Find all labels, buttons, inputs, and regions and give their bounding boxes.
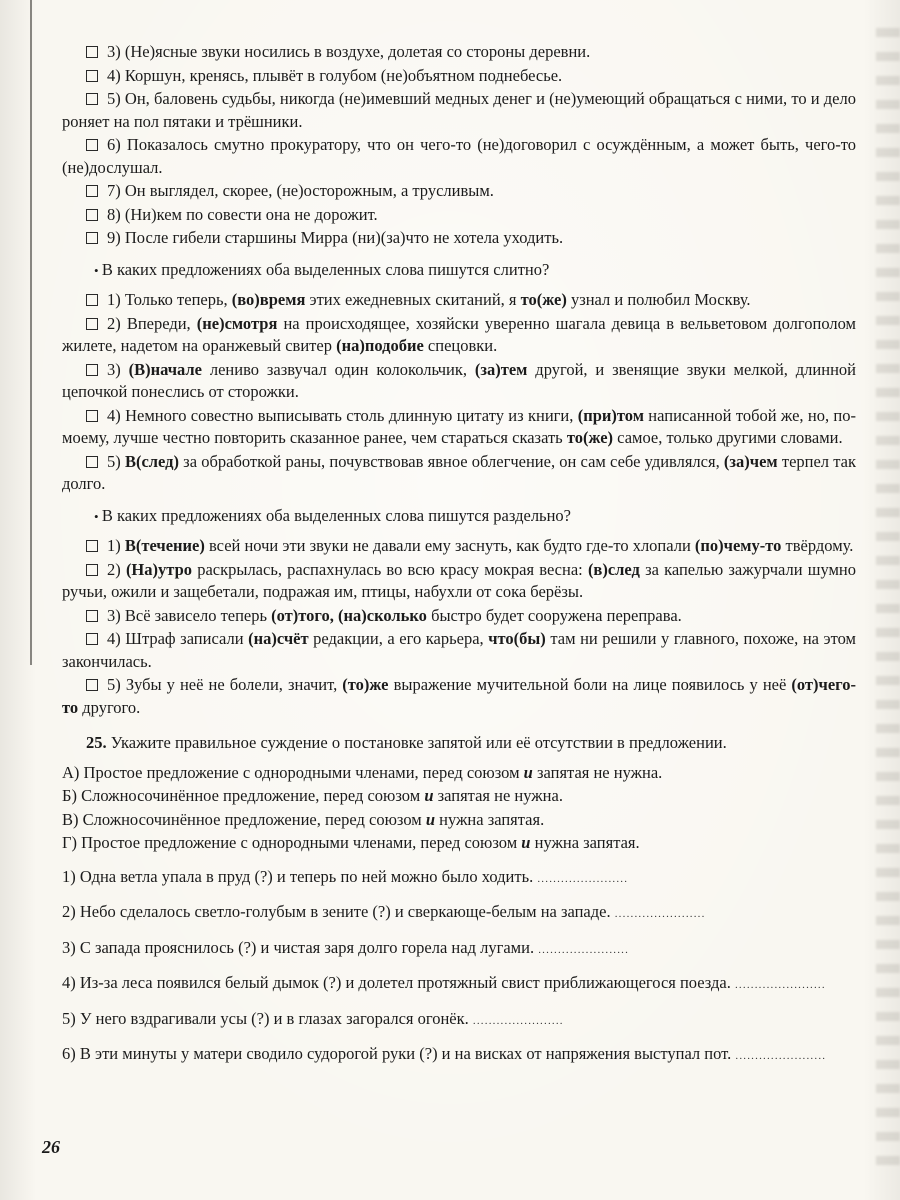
exercise-item [62,204,856,227]
text-segment: самое, только другими словами. [613,428,843,447]
exercise-item [62,405,856,450]
text-segment: 5) [107,451,125,471]
answer-blank[interactable]: ....................... [538,943,630,956]
exercise-item [62,359,856,404]
text-segment: нужна запятая. [435,809,545,829]
answer-checkbox[interactable] [86,46,98,58]
text-segment: (На)утро [125,559,192,579]
text-segment: там ни решили у главного, похоже, на этом закончилась. [62,629,856,671]
text-segment: на происходящее, хозяйски уверенно шагала девица в вельветовом долгополом жилете, надетом на оранжевый свитер [62,313,856,355]
text-segment: твёрдому. [781,536,854,555]
text-segment: 4) Немного совестно выписывать столь длинную цитату из книги, [107,405,578,425]
text-segment: 7) Он выглядел, скорее, (не)осторожным, а трусливым. [107,181,494,200]
exercise-item [62,134,856,179]
text-segment: (не)смотря [196,313,278,333]
text-segment: 9) После гибели старшины Мирра (ни)(за)что не хотела уходить. [107,228,564,247]
exercise-item [62,535,856,558]
question-bullet [62,259,856,283]
text-segment: 1) Только теперь, [107,290,232,309]
exercise-item [62,628,856,673]
text-segment: 2) [107,559,126,579]
exercise-item [62,180,856,203]
answer-checkbox[interactable] [86,232,98,244]
sentence-item [62,1043,856,1068]
text-segment: другой, и звенящие звуки мелкой, длинной цепочкой понеслись от сторожки. [62,359,856,401]
exercise-item [62,65,856,88]
exercise-item [62,289,856,312]
text-segment: Укажите правильное суждение о постановке запятой или её отсутствии в предложении. [106,733,727,752]
text-segment: 5) У него вздрагивали усы (?) и в глазах загорался огонёк. [62,1008,473,1028]
text-segment: этих ежедневных скитаний, я [305,290,521,309]
text-segment: 6) Показалось смутно прокуратору, что он чего-то (не)договорил с осуждённым, а может быть, чего-то (не)дослушал. [62,135,856,177]
answer-checkbox[interactable] [86,294,98,306]
exercise-item [62,674,856,719]
text-segment: В(течение) [124,536,205,555]
text-segment: 2) Впереди, [107,313,197,333]
answer-checkbox[interactable] [86,70,98,82]
text-segment: лениво зазвучал один колокольчик, [202,359,475,379]
text-segment: 1) [107,536,125,555]
text-segment: 3) (Не)ясные звуки носились в воздухе, долетая со стороны деревни. [107,42,591,61]
answer-blank[interactable]: ....................... [614,908,706,920]
text-segment: 4) Штраф записали [107,629,249,648]
page-number: 26 [42,1137,60,1157]
sentence-item [62,1008,856,1033]
text-segment: за обработкой раны, почувствовав явное облегчение, он сам себе удивлялся, [178,451,724,471]
exercise-body [62,40,856,1068]
answer-checkbox[interactable] [86,633,98,645]
page-bleed-artifact [876,28,900,1173]
text-segment: (В)начале [128,359,202,379]
text-segment: (за)тем [474,359,528,379]
answer-checkbox[interactable] [86,318,98,330]
text-segment: 5) Он, баловень судьбы, никогда (не)имевший медных денег и (не)умеющий обращаться с ними, то и дело роняет на пол пятаки и трёшники. [62,89,856,131]
text-segment: 1) Одна ветла упала в пруд (?) и теперь по ней можно было ходить. [62,866,538,886]
answer-checkbox[interactable] [86,540,98,552]
text-segment: А) Простое предложение с однородными членами, перед союзом [62,762,524,782]
sentence-item [62,937,856,962]
text-segment: 4) Из-за леса появился белый дымок (?) и долетел протяжный свист приближающегося поезда. [62,973,735,992]
text-segment: терпел так долго. [62,451,856,493]
text-segment: 2) Небо сделалось светло-голубым в зените (?) и сверкающе-белым на западе. [62,902,615,921]
text-segment: 3) С запада прояснилось (?) и чистая заря долго горела над лугами. [62,937,539,957]
bullet-icon: • [94,508,102,524]
exercise-item [62,88,856,133]
question-bullet [62,505,856,529]
text-segment: нужна запятая. [530,833,640,852]
answer-checkbox[interactable] [86,564,98,576]
text-segment: спецовки. [423,336,498,355]
answer-option [62,832,856,855]
text-segment: 4) Коршун, кренясь, плывёт в голубом (не)объятном поднебесье. [107,65,563,85]
exercise-item [62,605,856,628]
text-segment: (на)подобие [336,336,424,355]
text-segment: за капелью зажурчали шумно ручьи, ожили и защебетали, подражая им, птицы, набухли от сока берёзы. [62,559,857,601]
answer-checkbox[interactable] [86,139,98,151]
text-segment: В) Сложносочинённое предложение, перед союзом [62,809,426,829]
text-segment: 6) В эти минуты у матери сводило судорогой руки (?) и на висках от напряжения выступал пот. [62,1044,736,1063]
answer-blank[interactable]: ....................... [735,1050,827,1062]
exercise-item [62,559,856,604]
exercise-item [62,313,856,358]
text-segment: (на)счёт [248,629,309,648]
text-segment: и [425,809,436,829]
answer-checkbox[interactable] [86,410,98,422]
text-segment: (при)том [577,405,644,425]
answer-checkbox[interactable] [86,209,98,221]
text-segment: В каких предложениях оба выделенных слова пишутся раздельно? [101,505,571,525]
text-segment: и [521,833,531,852]
answer-option [62,809,856,832]
text-segment: узнал и полюбил Москву. [566,290,751,309]
text-segment: (от)того, [271,605,334,625]
answer-blank[interactable]: ....................... [472,1014,564,1027]
text-segment: 3) [107,359,129,379]
sentence-item [62,866,856,891]
text-segment: то(же) [520,290,567,309]
exercise-item [62,227,856,250]
text-segment: раскрылась, распахнулась во всю красу мокрая весна: [192,559,588,579]
bullet-icon: • [94,262,102,278]
text-segment: 8) (Ни)кем по совести она не дорожит. [107,204,378,224]
sentence-item [62,901,856,926]
answer-checkbox[interactable] [86,93,98,105]
text-segment: быстро будет сооружена переправа. [426,605,682,625]
text-segment: редакции, а его карьера, [308,629,489,648]
text-segment: В(след) [124,451,179,471]
text-segment: что(бы) [488,629,546,648]
text-segment: 3) Всё зависело теперь [107,605,272,625]
text-segment: (то)же [342,675,389,694]
text-segment: Б) Сложносочинённое предложение, перед союзом [62,786,425,805]
text-segment: написанной тобой же, но, по-моему, лучше честно повторить сказанное ранее, чем стараться сказать [62,405,856,447]
text-segment: (по)чему-то [694,536,782,555]
text-segment: другого. [78,697,141,717]
text-segment: запятая не нужна. [532,762,663,782]
answer-checkbox[interactable] [86,364,98,376]
text-segment: и [523,762,533,782]
answer-blank[interactable]: ....................... [537,872,629,885]
answer-checkbox[interactable] [86,679,98,691]
answer-checkbox[interactable] [86,185,98,197]
sentence-item [62,972,856,997]
text-segment: и [424,786,434,805]
text-segment: Г) Простое предложение с однородными членами, перед союзом [62,833,522,852]
answer-checkbox[interactable] [86,456,98,468]
text-segment: всей ночи эти звуки не давали ему заснуть, как будто где-то хлопали [204,536,695,555]
text-segment: 5) Зубы у неё не болели, значит, [107,675,343,694]
text-segment: запятая не нужна. [433,786,563,805]
text-segment: (во)время [231,290,306,309]
text-segment: выражение мучительной боли на лице появилось у неё [388,675,792,694]
exercise-item [62,41,856,64]
text-segment: (от)чего-то [62,675,856,717]
text-segment: (на)сколько [338,605,427,625]
answer-option [62,785,856,808]
exercise-item [62,451,856,496]
text-segment: (за)чем [723,451,778,471]
text-segment: 25. [86,733,107,752]
answer-checkbox[interactable] [86,610,98,622]
answer-option [62,762,856,785]
text-segment: то(же) [566,428,614,447]
text-segment: В каких предложениях оба выделенных слова пишутся слитно? [101,259,550,279]
task-header [62,732,856,755]
scan-edge-line [30,0,32,665]
text-segment: (в)след [587,559,640,579]
answer-blank[interactable]: ....................... [734,979,826,991]
